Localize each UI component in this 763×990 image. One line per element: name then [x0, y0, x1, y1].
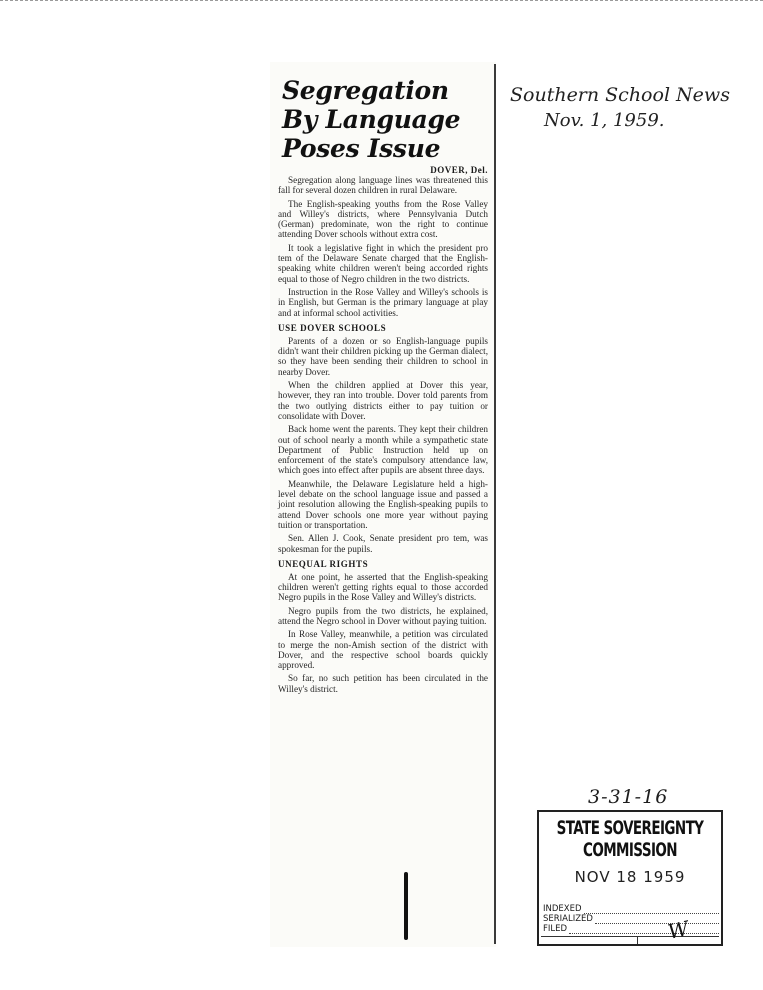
stamp-row-label: SERIALIZED [543, 914, 593, 924]
handwritten-source-note [510, 82, 760, 134]
paragraph: Back home went the parents. They kept their children out of school nearly a month while a sympathetic state Department of Public Instruction held up on enforcement of the state's compulsory attendance law, which goes into effect after pupils are absent three days. [278, 424, 488, 476]
newspaper-clipping [270, 62, 496, 947]
handnote-source: Southern School News [510, 84, 730, 106]
clipping-edge-line [494, 64, 496, 944]
paragraph: So far, no such petition has been circulated in the Willey's district. [278, 673, 488, 694]
dateline: DOVER, Del. [430, 165, 488, 175]
headline-line-3: Poses Issue [282, 134, 441, 163]
paragraph: Segregation along language lines was threatened this fall for several dozen children in rural Delaware. [278, 175, 488, 196]
paragraph: The English-speaking youths from the Rose Valley and Willey's districts, where Pennsylvania Dutch (German) predominate, won the right to continue attending Dover schools without extra cost. [278, 198, 488, 240]
paragraph: Negro pupils from the two districts, he explained, attend the Negro school in Dover without paying tuition. [278, 605, 488, 626]
handnote-date: Nov. 1, 1959. [544, 110, 665, 131]
stamp-rows [543, 904, 719, 934]
paragraph: Meanwhile, the Delaware Legislature held a high-level debate on the school language issue and passed a joint resolution allowing the English-speaking pupils to attend Dover schools one more year without paying tuition or transportation. [278, 478, 488, 530]
stamp-initial-signature: W [665, 916, 691, 944]
paragraph: Parents of a dozen or so English-language pupils didn't want their children picking up the German dialect, so they have been sending their children to school in nearby Dover. [278, 335, 488, 377]
file-number: 3-31-16 [588, 786, 669, 808]
paragraph: Sen. Allen J. Cook, Senate president pro tem, was spokesman for the pupils. [278, 533, 488, 554]
stamp-row-serialized [543, 914, 719, 924]
stamp-row-label: FILED [543, 924, 568, 934]
paragraph: At one point, he asserted that the English-speaking children weren't getting rights equal to those accorded Negro pupils in the Rose Valley and Willey's districts. [278, 571, 488, 603]
paragraph: In Rose Valley, meanwhile, a petition was circulated to merge the non-Amish section of the district with Dover, and the respective school boards quickly approved. [278, 629, 488, 671]
stamp-row-label: INDEXED [543, 904, 582, 914]
subhead-use-dover-schools: USE DOVER SCHOOLS [278, 322, 387, 333]
subhead-unequal-rights: UNEQUAL RIGHTS [278, 558, 369, 569]
clipping-headline [282, 76, 496, 163]
article-body [270, 175, 496, 694]
headline-line-2: By Language [282, 105, 461, 134]
commission-stamp [537, 810, 723, 946]
stamp-title: STATE SOVEREIGNTY COMMISSION [556, 818, 704, 862]
paragraph: It took a legislative fight in which the president pro tem of the Delaware Senate charged that the English-speaking white children weren't being accorded rights equal to those of Negro children in the two districts. [278, 242, 488, 284]
stamp-row-indexed [543, 904, 719, 914]
paragraph: When the children applied at Dover this year, however, they ran into trouble. Dover told parents from the two outlying districts either to pay tuition or consolidate with Dover. [278, 380, 488, 421]
paragraph: Instruction in the Rose Valley and Willey's schools is in English, but German is the primary language at play and at informal school activities. [278, 286, 488, 318]
stamp-bottom-boxes [541, 936, 719, 945]
stamp-date: NOV 18 1959 [574, 868, 686, 886]
stamp-row-filed [543, 924, 719, 934]
headline-line-1: Segregation [282, 76, 449, 105]
pen-mark [404, 872, 408, 940]
top-dotted-border [0, 0, 763, 7]
